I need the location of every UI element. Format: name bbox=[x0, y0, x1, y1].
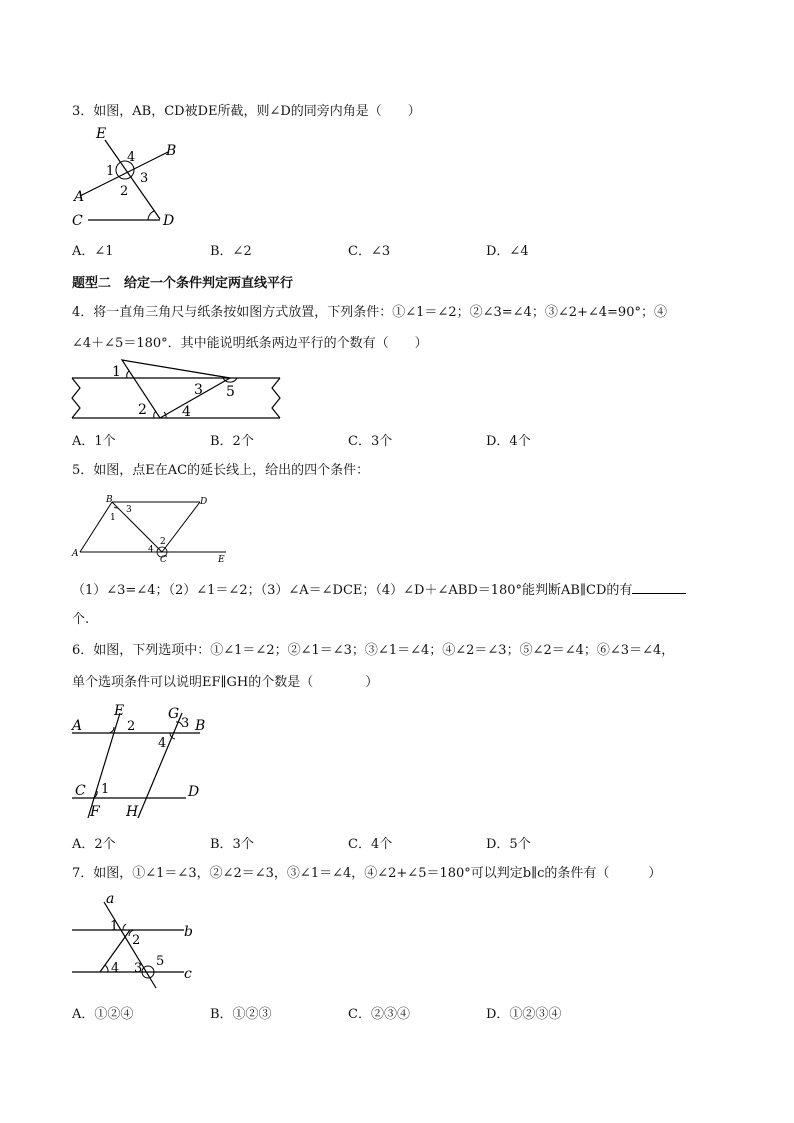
label-a: a bbox=[106, 891, 115, 907]
angle-2: 2 bbox=[132, 933, 141, 948]
label-c: c bbox=[184, 966, 192, 982]
label-A: A bbox=[74, 189, 85, 205]
question-4-options bbox=[72, 430, 732, 450]
label-C: C bbox=[75, 783, 86, 799]
section-heading: 题型二 给定一个条件判定两直线平行 bbox=[72, 276, 294, 291]
question-6-line-2: 单个选项条件可以说明EF∥GH的个数是（ ） bbox=[72, 675, 379, 690]
angle-4: 4 bbox=[127, 150, 136, 165]
question-4-line-2: ∠4＋∠5＝180°．其中能说明纸条两边平行的个数有（ ） bbox=[72, 336, 428, 351]
label-B: B bbox=[195, 718, 206, 734]
label-A: A bbox=[72, 718, 83, 734]
label-F: F bbox=[90, 804, 100, 820]
option-a[interactable]: A．∠1 bbox=[72, 244, 114, 259]
angle-3: 3 bbox=[134, 961, 143, 976]
question-5-tail: 个. bbox=[72, 612, 90, 627]
label-D: D bbox=[200, 497, 208, 507]
angle-2: 2 bbox=[160, 537, 166, 547]
label-H: H bbox=[126, 804, 139, 820]
question-3-text: 3．如图，AB，CD被DE所截，则∠D的同旁内角是（ ） bbox=[72, 104, 421, 119]
label-C: C bbox=[160, 555, 167, 565]
question-4-line-1: 4．将一直角三角尺与纸条按如图方式放置，下列条件：①∠1＝∠2；②∠3=∠4；③∠2+∠4=90°；④ bbox=[72, 305, 667, 320]
option-d[interactable]: D．∠4 bbox=[486, 244, 529, 259]
label-D: D bbox=[163, 213, 175, 229]
label-b: b bbox=[184, 924, 193, 940]
angle-3: 3 bbox=[181, 716, 190, 731]
option-a[interactable]: A．①②④ bbox=[72, 1007, 134, 1022]
angle-2: 2 bbox=[138, 402, 147, 418]
angle-4: 4 bbox=[158, 736, 167, 751]
question-5-conditions bbox=[72, 579, 732, 601]
option-b[interactable]: B．2个 bbox=[210, 434, 254, 449]
option-d[interactable]: D．5个 bbox=[486, 837, 531, 852]
angle-5: 5 bbox=[226, 384, 235, 400]
angle-4: 4 bbox=[182, 404, 191, 420]
option-b[interactable]: B．∠2 bbox=[210, 244, 252, 259]
option-b[interactable]: B．①②③ bbox=[210, 1007, 272, 1022]
option-b[interactable]: B．3个 bbox=[210, 837, 254, 852]
angle-1: 1 bbox=[112, 364, 121, 380]
option-c[interactable]: C．3个 bbox=[348, 434, 393, 449]
angle-4: 4 bbox=[111, 961, 120, 976]
question-5-text: 5．如图，点E在AC的延长线上，给出的四个条件： bbox=[72, 463, 370, 478]
question-3-figure bbox=[68, 124, 188, 232]
option-a[interactable]: A．1个 bbox=[72, 434, 116, 449]
angle-1: 1 bbox=[110, 919, 119, 934]
question-7-text: 7．如图，①∠1＝∠3，②∠2＝∠3，③∠1＝∠4，④∠2+∠5＝180°可以判定b∥c的条件有（ ） bbox=[72, 866, 662, 881]
question-6-figure bbox=[72, 703, 212, 823]
question-5-figure bbox=[72, 494, 232, 565]
angle-3: 3 bbox=[126, 505, 132, 515]
question-4-figure bbox=[72, 356, 284, 422]
question-6-line-1: 6．如图，下列选项中：①∠1＝∠2；②∠1＝∠3；③∠1＝∠4；④∠2＝∠3；⑤∠2＝∠4；⑥∠3＝∠4， bbox=[72, 643, 675, 658]
label-B: B bbox=[166, 143, 177, 159]
label-G: G bbox=[168, 706, 180, 722]
angle-4: 4 bbox=[148, 545, 154, 555]
angle-1: 1 bbox=[110, 513, 116, 523]
option-c[interactable]: C．②③④ bbox=[348, 1007, 410, 1022]
angle-3: 3 bbox=[194, 382, 203, 398]
label-B: B bbox=[106, 495, 113, 505]
question-7-options bbox=[72, 1003, 732, 1023]
option-a[interactable]: A．2个 bbox=[72, 837, 116, 852]
label-A: A bbox=[72, 549, 79, 559]
label-E: E bbox=[96, 126, 107, 142]
angle-1: 1 bbox=[101, 782, 110, 797]
question-6-options bbox=[72, 833, 732, 853]
question-3-options bbox=[72, 240, 732, 260]
option-c[interactable]: C．∠3 bbox=[348, 244, 391, 259]
label-D: D bbox=[188, 784, 200, 800]
angle-2: 2 bbox=[120, 184, 129, 199]
label-E: E bbox=[218, 555, 225, 565]
answer-blank[interactable] bbox=[632, 579, 686, 594]
question-7-figure bbox=[72, 892, 202, 992]
angle-2: 2 bbox=[127, 719, 136, 734]
label-C: C bbox=[72, 213, 83, 229]
option-d[interactable]: D．4个 bbox=[486, 434, 531, 449]
label-E: E bbox=[114, 703, 125, 719]
option-d[interactable]: D．①②③④ bbox=[486, 1007, 562, 1022]
angle-5: 5 bbox=[156, 954, 165, 969]
angle-3: 3 bbox=[140, 171, 149, 186]
angle-1: 1 bbox=[106, 164, 115, 179]
option-c[interactable]: C．4个 bbox=[348, 837, 393, 852]
question-5-conditions-text: （1）∠3=∠4；（2）∠1＝∠2；（3）∠A＝∠DCE；（4）∠D＋∠ABD＝180°能判断AB∥CD的有 bbox=[72, 583, 633, 598]
